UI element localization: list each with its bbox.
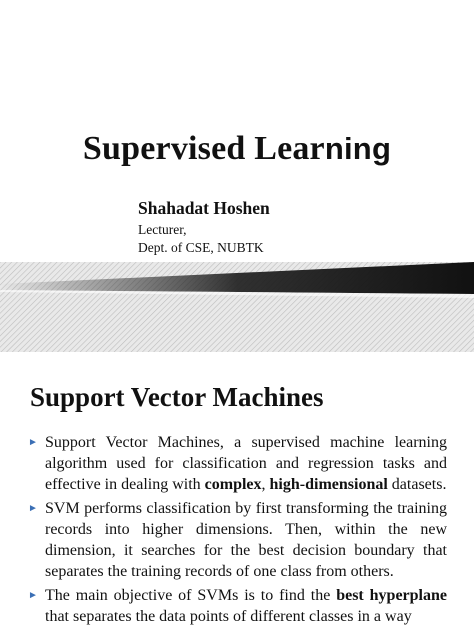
bullet-text: The main objective of SVMs is to find the best hyperplane that separates the data points of different classes in a way xyxy=(45,587,447,625)
author-role: Lecturer, xyxy=(138,222,187,237)
list-item xyxy=(24,585,447,627)
bullet-text: SVM performs classification by first transforming the training records into higher dimensions. Then, within the new dimension, it searches for the best decision boundary that separates the training records of one class from others. xyxy=(45,500,447,580)
section-heading: Support Vector Machines xyxy=(30,382,324,412)
bullet-arrow-icon: ► xyxy=(28,590,38,601)
list-item xyxy=(24,498,447,582)
decorative-band xyxy=(0,262,474,352)
bold-term: high-dimensional xyxy=(269,476,388,493)
bullet-text: Support Vector Machines, a supervised machine learning algorithm used for classification and regression tasks and effective in dealing with complex, high-dimensional datasets. xyxy=(45,434,447,493)
title-text-tail: ning xyxy=(324,131,392,166)
bullet-list xyxy=(24,432,447,630)
author-name: Shahadat Hoshen xyxy=(138,198,270,218)
slide-title xyxy=(0,130,474,168)
author-department: Dept. of CSE, NUBTK xyxy=(138,240,264,255)
bold-term: complex xyxy=(204,476,262,493)
bullet-arrow-icon: ► xyxy=(28,437,38,448)
list-item xyxy=(24,432,447,495)
bullet-arrow-icon: ► xyxy=(28,503,38,514)
bold-term: best hyperplane xyxy=(336,587,447,604)
content-slide xyxy=(0,352,474,632)
title-text-main: Supervised Lear xyxy=(82,130,325,167)
